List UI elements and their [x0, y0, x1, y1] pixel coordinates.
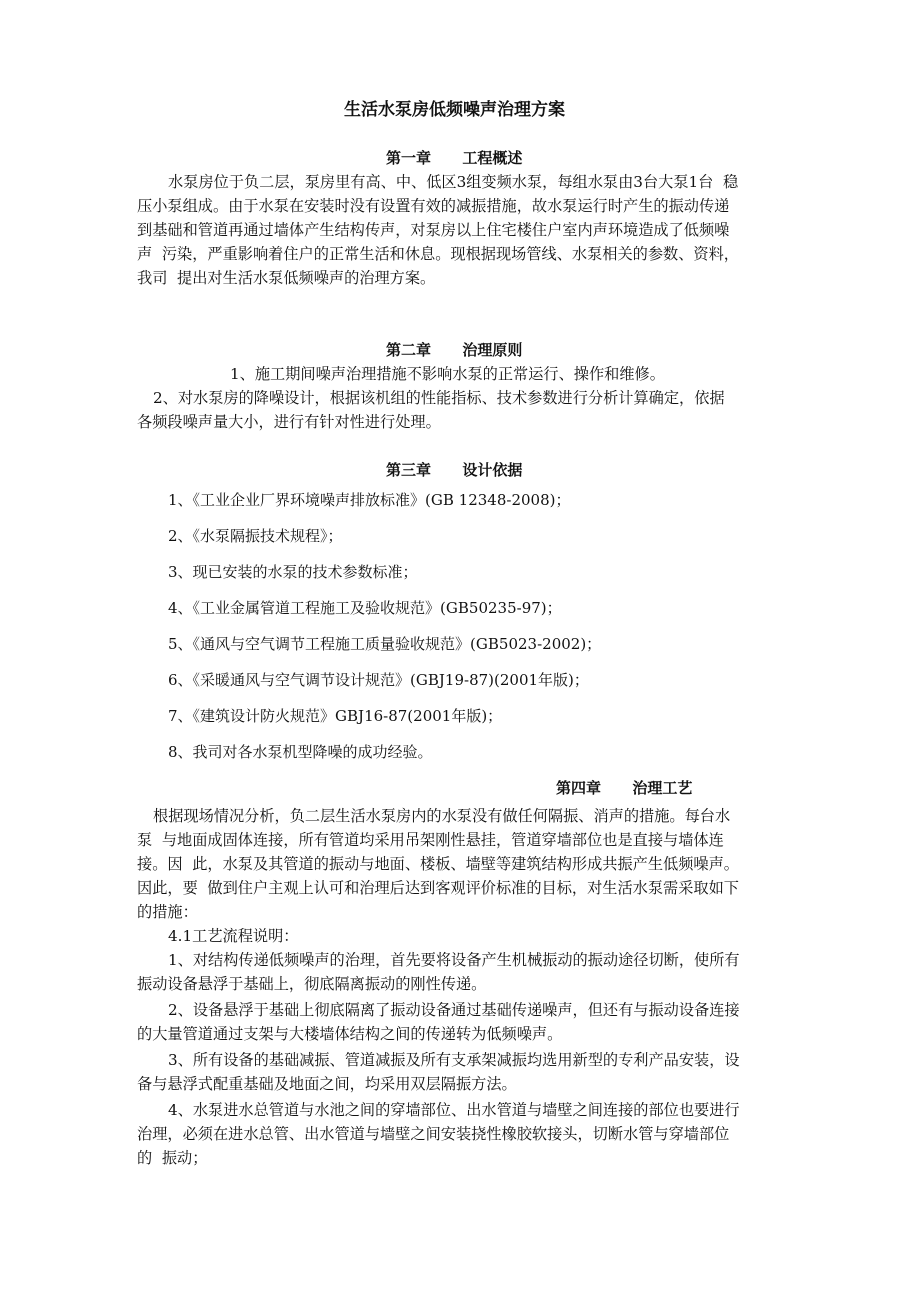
document-title: 生活水泵房低频噪声治理方案	[344, 100, 565, 120]
ch3-item-6: 6、《采暖通风与空气调节设计规范》(GBJ19-87)(2001年版)；	[168, 671, 589, 689]
chapter-3-heading: 第三章 设计依据	[386, 461, 523, 479]
ch4-subheading-4-1: 4.1工艺流程说明：	[168, 927, 299, 945]
ch4-line-10: 的大量管道通过支架与大楼墙体结构之间的传递转为低频噪声。	[137, 1025, 563, 1043]
ch1-line-1: 水泵房位于负二层，泵房里有高、中、低区3组变频水泵，每组水泵由3台大泵1台 稳	[168, 173, 739, 191]
ch3-item-2: 2、《水泵隔振技术规程》；	[168, 527, 343, 545]
ch4-line-5: 的措施：	[137, 903, 198, 921]
ch1-line-3: 到基础和管道再通过墙体产生结构传声，对泵房以上住宅楼住户室内声环境造成了低频噪	[137, 221, 730, 239]
ch4-line-2: 泵 与地面成固体连接，所有管道均采用吊架刚性悬挂，管道穿墙部位也是直接与墙体连	[137, 831, 724, 849]
ch4-line-11: 3、所有设备的基础减振、管道减振及所有支承架减振均选用新型的专利产品安装，设	[168, 1051, 740, 1069]
ch2-line-3: 各频段噪声量大小，进行有针对性进行处理。	[137, 413, 441, 431]
ch4-line-1: 根据现场情况分析，负二层生活水泵房内的水泵没有做任何隔振、消声的措施。每台水	[153, 807, 731, 825]
ch4-line-9: 2、设备悬浮于基础上彻底隔离了振动设备通过基础传递噪声，但还有与振动设备连接	[168, 1001, 740, 1019]
ch1-line-5: 我司 提出对生活水泵低频噪声的治理方案。	[137, 269, 436, 287]
ch4-line-14: 治理，必须在进水总管、出水管道与墙壁之间安装挠性橡胶软接头，切断水管与穿墙部位	[137, 1125, 730, 1143]
ch1-line-2: 压小泵组成。由于水泵在安装时没有设置有效的减振措施，故水泵运行时产生的振动传递	[137, 197, 730, 215]
ch2-line-1: 1、施工期间噪声治理措施不影响水泵的正常运行、操作和维修。	[230, 365, 665, 383]
ch3-item-3: 3、现已安装的水泵的技术参数标准；	[168, 563, 418, 581]
ch3-item-5: 5、《通风与空气调节工程施工质量验收规范》(GB5023-2002)；	[168, 635, 602, 653]
ch4-line-8: 振动设备悬浮于基础上，彻底隔离振动的刚性传递。	[137, 975, 487, 993]
ch3-item-4: 4、《工业金属管道工程施工及验收规范》(GB50235-97)；	[168, 599, 562, 617]
ch3-item-7: 7、《建筑设计防火规范》GBJ16-87(2001年版)；	[168, 707, 503, 725]
ch2-line-2: 2、对水泵房的降噪设计，根据该机组的性能指标、技术参数进行分析计算确定，依据	[153, 389, 725, 407]
ch4-line-12: 备与悬浮式配重基础及地面之间，均采用双层隔振方法。	[137, 1075, 517, 1093]
chapter-2-heading: 第二章 治理原则	[386, 341, 523, 359]
ch4-line-7: 1、对结构传递低频噪声的治理，首先要将设备产生机械振动的振动途径切断，使所有	[168, 951, 740, 969]
chapter-1-heading: 第一章 工程概述	[386, 149, 523, 167]
ch4-line-15: 的 振动；	[137, 1149, 208, 1167]
chapter-4-heading: 第四章 治理工艺	[556, 779, 693, 797]
ch1-line-4: 声 污染，严重影响着住户的正常生活和休息。现根据现场管线、水泵相关的参数、资料，	[137, 245, 739, 263]
ch4-line-13: 4、水泵进水总管道与水池之间的穿墙部位、出水管道与墙壁之间连接的部位也要进行	[168, 1101, 740, 1119]
ch3-item-8: 8、我司对各水泵机型降噪的成功经验。	[168, 743, 433, 761]
ch4-line-4: 因此，要 做到住户主观上认可和治理后达到客观评价标准的目标，对生活水泵需采取如下	[137, 879, 739, 897]
ch4-line-3: 接。因 此，水泵及其管道的振动与地面、楼板、墙壁等建筑结构形成共振产生低频噪声。	[137, 855, 739, 873]
ch3-item-1: 1、《工业企业厂界环境噪声排放标准》(GB 12348-2008)；	[168, 491, 571, 509]
